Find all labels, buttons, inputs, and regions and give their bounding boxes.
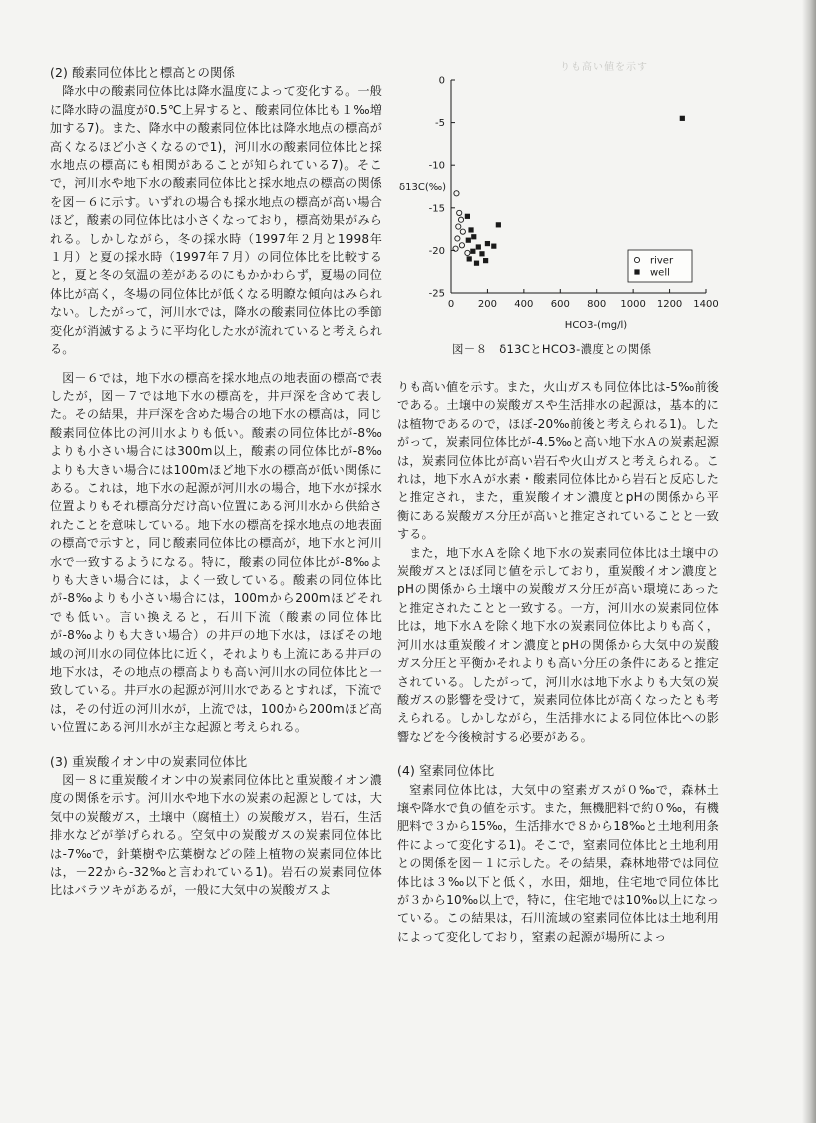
y-tick-label: -20	[428, 245, 445, 257]
x-tick-label: 0	[447, 299, 455, 310]
section3-paragraph: 図－８に重炭酸イオン中の炭素同位体比と重炭酸イオン濃度の関係を示す。河川水や地下水の炭素の起源としては，大気中の炭酸ガス，土壌中（腐植土）の炭酸ガス，岩石，生活排水などが挙げられる。空気中の炭酸ガスの炭素同位体比は-7‰で，針葉樹や広葉樹などの陸上植物の炭素同位体比は，－22から-32‰と言われている1)。岩石の炭素同位体比はバラツキがあるが，一般に大気中の炭酸ガスよ	[50, 773, 382, 898]
well-point	[465, 214, 470, 219]
section2-heading: (2) 酸素同位体比と標高との関係	[50, 65, 236, 80]
left-column	[50, 64, 382, 900]
section3-heading: (3) 重炭酸イオン中の炭素同位体比	[50, 753, 248, 769]
scan-edge-shadow	[802, 0, 816, 1123]
legend-label: river	[650, 255, 674, 267]
x-tick-label: 600	[550, 299, 570, 310]
chart-axes	[399, 76, 719, 332]
x-tick-label: 1000	[620, 299, 646, 310]
section2-paragraph-1: 降水中の酸素同位体比は降水温度によって変化する。一般に降水時の温度が0.5℃上昇すると、酸素同位体比も１‰増加する7)。また、降水中の酸素同位体比は降水地点の標高が高くなるほど小さくなるので1)，河川水の酸素同位体比と採水地点の標高にも相関があることが知られている7)。そこで，河川水や地下水の酸素同位体比と採水地点の標高の関係を図－６に示す。いずれの場合も採水地点の標高が高い場合ほど，酸素の同位体比は小さくなっており，標高効果がみられる。しかしながら，冬の採水時（1997年２月と1998年１月）と夏の採水時（1997年７月）の同位体比を比較すると，夏と冬の気温の差があるのにもかかわらず，夏場の同位体比が高く，冬場の同位体比が低くなる明瞭な傾向はみられない。したがって，河川水では，降水の酸素同位体比の季節変化が消滅するように平均化した水が流れていると考えられる。	[50, 84, 382, 357]
bleed-through-text: りも高い値を示す	[560, 62, 648, 73]
y-tick-label: -5	[435, 118, 445, 130]
right-paragraph-2: また，地下水Ａを除く地下水の炭素同位体比は土壌中の炭酸ガスとほぼ同じ値を示しており，重炭酸イオン濃度とpHの関係から土壌中の炭酸ガス分圧が高い環境にあったと推定されたことと一致する。一方，河川水の炭素同位体比は，地下水Ａを除く地下水の炭素同位体比よりも高く，河川水は重炭酸イオン濃度とpHの関係から大気中の炭酸ガス分圧と平衡かそれよりも高い分圧の条件にあると推定されている。したがって，河川水は地下水よりも大気の炭酸ガスの影響を受けて，炭素同位体比が高くなったとも考えられる。しかしながら，生活排水による同位体比への影響などを今後検討する必要がある。	[397, 545, 719, 744]
scatter-plot	[396, 68, 726, 338]
figure-caption: 図－８ δ13CとHCO3-濃度との関係	[452, 342, 652, 356]
river-point	[456, 224, 461, 229]
well-point	[467, 256, 472, 261]
section4-paragraph: 窒素同位体比は，大気中の窒素ガスが０‰で，森林土壌や降水で負の値を示す。また，無機肥料で約０‰，有機肥料で３から15‰，生活排水で８から18‰と土地利用条件によって変化する1)。そこで，窒素同位体比と土地利用との関係を図－１に示した。その結果，森林地帯では同位体比は３‰以下と低く，水田，畑地，住宅地で同位体比が３から10‰以上で，特に，住宅地では10‰以上になっている。この結果は，石川流域の窒素同位体比は土地利用によって変化しており，窒素の起源が場所によっ	[397, 782, 719, 944]
well-point	[680, 116, 685, 121]
river-point	[465, 250, 470, 255]
well-point	[476, 244, 481, 249]
right-column	[397, 378, 719, 946]
well-point	[468, 227, 473, 232]
figure-8-chart	[396, 68, 726, 368]
river-point	[457, 210, 462, 215]
section4-heading: (4) 窒素同位体比	[397, 763, 495, 779]
x-tick-label: 1200	[656, 299, 683, 310]
right-paragraph-1: りも高い値を示す。また，火山ガスも同位体比は-5‰前後である。土壌中の炭酸ガスや生活排水の起源は，基本的には植物であるので，ほぼ-20‰前後と考えられる1)。したがって，炭素同位体比が-4.5‰と高い地下水Ａの炭素起源は，炭素同位体比が高い岩石や火山ガスと考えられる。これは，地下水Ａが水素・酸素同位体比から岩石と反応したと推定され，また，重炭酸イオン濃度とpHの関係から平衡にある炭酸ガス分圧が高いと推定されていることと一致する。	[397, 380, 719, 542]
well-point	[491, 244, 496, 249]
y-axis-label: δ13C(‰)	[399, 182, 447, 194]
y-tick-label: -15	[428, 203, 445, 215]
river-point	[455, 236, 460, 241]
river-point	[454, 191, 459, 196]
chart-legend	[628, 250, 692, 282]
well-point	[496, 222, 501, 227]
x-tick-label: 1400	[693, 299, 719, 310]
legend-well-marker	[634, 269, 639, 274]
well-point	[471, 234, 476, 239]
y-tick-label: -25	[428, 288, 445, 300]
river-point	[459, 243, 464, 248]
chart-points	[453, 116, 685, 266]
x-tick-label: 800	[587, 299, 607, 310]
well-point	[485, 241, 490, 246]
x-tick-label: 400	[514, 299, 534, 310]
well-point	[474, 261, 479, 266]
x-axis-label: HCO3-(mg/l)	[564, 320, 628, 331]
x-tick-label: 200	[477, 299, 497, 310]
well-point	[470, 249, 475, 254]
legend-label: well	[650, 267, 670, 279]
section2-paragraph-2: 図－６では，地下水の標高を採水地点の地表面の標高で表したが，図－７では地下水の標高を，井戸深を含めて表した。その結果，井戸深を含めた場合の地下水の標高は，同じ酸素同位体比の河川水よりも低い。酸素の同位体比が-8‰よりも小さい場合には300m以上，酸素の同位体比が-8‰よりも大きい場合には100mほど地下水の標高が低い関係にある。これは，地下水の起源が河川水の場合，地下水が採水位置よりもそれ標高分だけ高い位置にある河川水から供給されたことを意味している。地下水の標高を採水地点の地表面の標高で示すと，同じ酸素同位体比の標高が，地下水と河川水で一致するようになる。特に，酸素の同位体比が-8‰よりも大きい場合には，よく一致している。酸素の同位体比が-8‰よりも小さい場合には，100mから200mほどそれでも低い。言い換えると，石川下流（酸素の同位体比が-8‰よりも大きい場合）の井戸の地下水は，ほぼその地域の河川水の同位体比に近く，それよりも上流にある井戸の地下水は，その地点の標高よりも高い河川水の同位体比と一致している。井戸水の起源が河川水であるとすれば，下流では，その付近の河川水が，上流では，100から200mほど高い位置にある河川水が主な起源と考えられる。	[50, 370, 382, 735]
river-point	[453, 246, 458, 251]
y-tick-label: -10	[428, 160, 445, 172]
well-point	[483, 258, 488, 263]
river-point	[460, 229, 465, 234]
well-point	[466, 238, 471, 243]
y-tick-label: 0	[438, 75, 445, 87]
well-point	[479, 251, 484, 256]
river-point	[458, 217, 463, 222]
